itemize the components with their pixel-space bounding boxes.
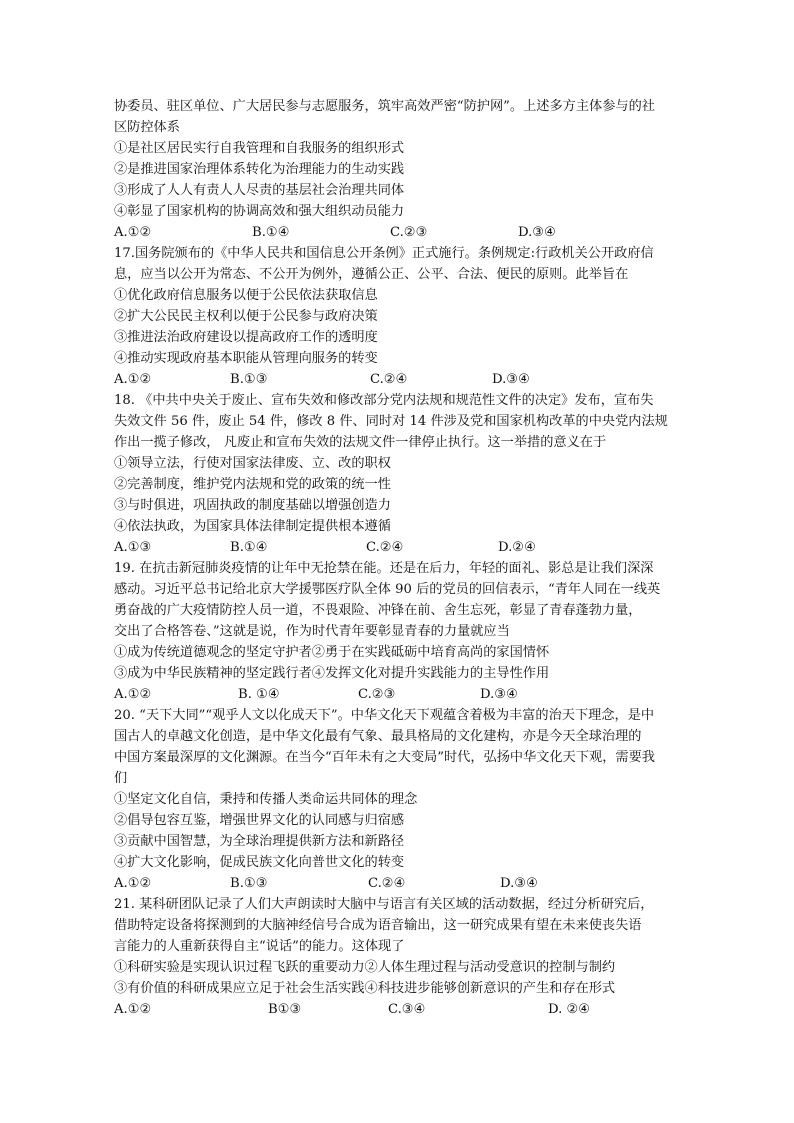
question-text-line: 中国方案最深厚的文化渊源。在当今“百年未有之大变局”时代，弘扬中华文化天下观，需要我 — [114, 750, 655, 765]
statement-item: ③推进法治政府建设以提高政府工作的透明度 — [114, 330, 378, 345]
option-b: B①③ — [268, 1002, 302, 1017]
answer-options — [114, 222, 686, 243]
answer-options — [114, 537, 686, 558]
question-text-line: 借助特定设备将探测到的大脑神经信号合成为语音输出，这一研究成果有望在未来使丧失语 — [114, 918, 642, 933]
statement-item: ③有价值的科研成果应立足于社会生活实践④科技进步能够创新意识的产生和存在形式 — [114, 981, 616, 996]
question-text-line: 区防控体系 — [114, 120, 180, 135]
question-text-line: 交出了合格答卷、”这就是说，作为时代青年要彰显青春的力量就应当 — [114, 624, 510, 639]
option-c: C.②④ — [366, 540, 404, 555]
option-a: A.①② — [114, 372, 152, 387]
answer-options — [114, 999, 686, 1020]
statement-item: ③形成了人人有责人人尽责的基层社会治理共同体 — [114, 183, 405, 198]
option-b: B. ①④ — [238, 687, 280, 702]
statement-item: ①坚定文化自信，秉持和传播人类命运共同体的理念 — [114, 792, 418, 807]
question-text-line: 勇奋战的广大疫情防控人员一道，不畏艰险、冲锋在前、舍生忘死，彰显了青春蓬勃力量， — [114, 603, 642, 618]
question-text-line: 国古人的卓越文化创造，是中华文化最有气象、最具格局的文化建构，亦是今天全球治理的 — [114, 729, 642, 744]
question-text-line: 感动。习近平总书记给北京大学援鄂医疗队全体 90 后的党员的回信表示，“青年人同在一线英 — [114, 582, 661, 597]
option-d: D.②④ — [498, 540, 536, 555]
statement-item: ④推动实现政府基本职能从管理向服务的转变 — [114, 351, 378, 366]
statement-item: ②扩大公民民主权利以便于公民参与政府决策 — [114, 309, 378, 324]
statement-item: ①科研实验是实现认识过程飞跃的重要动力②人体生理过程与活动受意识的控制与制约 — [114, 960, 616, 975]
statement-item: ③与时俱进，巩固执政的制度基础以增强创造力 — [114, 498, 391, 513]
question-text-line: 言能力的人重新获得自主“说话”的能力。这体现了 — [114, 939, 405, 954]
question-text-line: 作出一揽子修改， 凡废止和宣布失效的法规文件一律停止执行。这一举措的意义在于 — [114, 435, 607, 450]
option-b: B.①③ — [230, 372, 268, 387]
question-text-line: 17.国务院颁布的《中华人民共和国信息公开条例》正式施行。条例规定:行政机关公开政府信 — [114, 246, 654, 261]
option-d: D.③④ — [480, 687, 518, 702]
statement-item: ①成为传统道德观念的坚定守护者②勇于在实践砥砺中培育高尚的家国情怀 — [114, 645, 550, 660]
question-21 — [114, 894, 686, 1020]
option-d: D.③④ — [518, 225, 556, 240]
question-text-line: 18. 《中共中央关于废止、宣布失效和修改部分党内法规和规范性文件的决定》发布，宣布失 — [114, 393, 654, 408]
statement-item: ④彰显了国家机构的协调高效和强大组织动员能力 — [114, 204, 405, 219]
answer-options — [114, 684, 686, 705]
option-a: A.①② — [114, 1002, 152, 1017]
option-a: A.①② — [114, 876, 152, 891]
question-text-line: 息，应当以公开为常态、不公开为例外，遵循公正、公平、合法、便民的原则。此举旨在 — [114, 267, 629, 282]
option-a: A.①② — [114, 225, 152, 240]
question-19 — [114, 558, 686, 705]
question-text-line: 19. 在抗击新冠肺炎疫情的让年中无抢禁在能。还是在后力，年轻的面礼、影总是让我们深深 — [114, 561, 654, 576]
option-b: B.①④ — [230, 540, 268, 555]
option-b: B.①④ — [252, 225, 290, 240]
exam-page — [114, 96, 686, 1020]
option-c: C.②④ — [370, 372, 408, 387]
option-c: C.③④ — [388, 1002, 426, 1017]
statement-item: ③贡献中国智慧，为全球治理提供新方法和新路径 — [114, 834, 405, 849]
statement-item: ①优化政府信息服务以便于公民依法获取信息 — [114, 288, 378, 303]
question-text-line: 协委员、驻区单位、广大居民参与志愿服务，筑牢高效严密“防护网”。上述多方主体参与的社 — [114, 99, 655, 114]
statement-item: ②完善制度，维护党内法规和党的政策的统一性 — [114, 477, 391, 492]
question-16 — [114, 96, 686, 243]
option-a: A.①③ — [114, 540, 152, 555]
statement-item: ①领导立法，行使对国家法律废、立、改的职权 — [114, 456, 391, 471]
option-d: D.③④ — [492, 372, 530, 387]
option-a: A.①② — [114, 687, 152, 702]
statement-item: ②是推进国家治理体系转化为治理能力的生动实践 — [114, 162, 405, 177]
answer-options — [114, 873, 686, 894]
option-c: C.②③ — [390, 225, 428, 240]
question-17 — [114, 243, 686, 390]
option-c: C.②③ — [358, 687, 396, 702]
question-18 — [114, 390, 686, 558]
answer-options — [114, 369, 686, 390]
question-text-line: 20. “天下大同”“观乎人文以化成天下”。中华文化天下观蕴含着极为丰富的治天下理念，是中 — [114, 708, 655, 723]
statement-item: ②倡导包容互鉴，增强世界文化的认同感与归宿感 — [114, 813, 405, 828]
option-b: B.①③ — [230, 876, 268, 891]
question-20 — [114, 705, 686, 894]
option-c: C.②④ — [368, 876, 406, 891]
statement-item: ④扩大文化影响，促成民族文化向普世文化的转变 — [114, 855, 405, 870]
question-text-line: 失效文件 56 件，废止 54 件，修改 8 件、同时对 14 件涉及党和国家机构改革的中央党内法规 — [114, 414, 668, 429]
option-d: D.③④ — [500, 876, 538, 891]
question-text-line: 21. 某科研团队记录了人们大声朗读时大脑中与语言有关区域的活动数据，经过分析研究后， — [114, 897, 654, 912]
question-text-line: 们 — [114, 771, 128, 786]
statement-item: ③成为中华民族精神的坚定践行者④发挥文化对提升实践能力的主导性作用 — [114, 666, 550, 681]
statement-item: ④依法执政，为国家具体法律制定提供根本遵循 — [114, 519, 391, 534]
option-d: D. ②④ — [548, 1002, 591, 1017]
statement-item: ①是社区居民实行自我管理和自我服务的组织形式 — [114, 141, 405, 156]
